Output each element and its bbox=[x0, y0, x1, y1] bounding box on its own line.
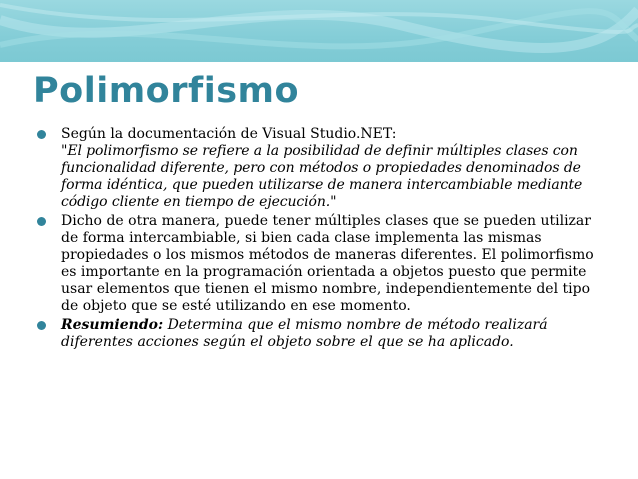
bullet-label: Resumiendo: bbox=[61, 317, 164, 333]
bullet-item bbox=[37, 213, 597, 315]
bullet-icon bbox=[37, 130, 46, 139]
header-banner bbox=[0, 0, 638, 62]
bullet-icon bbox=[37, 321, 46, 330]
slide-title: Polimorfismo bbox=[33, 71, 300, 111]
bullet-item bbox=[37, 317, 597, 351]
bullet-list bbox=[37, 126, 597, 353]
bullet-text: Determina que el mismo nombre de método realizará diferentes acciones según el objeto sobre el que se ha aplicado. bbox=[61, 317, 548, 350]
bullet-intro: Según la documentación de Visual Studio.NET: bbox=[61, 126, 397, 142]
bullet-item bbox=[37, 126, 597, 211]
bullet-text: Dicho de otra manera, puede tener múltiples clases que se pueden utilizar de forma intercambiable, si bien cada clase implementa las mismas propiedades o los mismos métodos de maneras diferentes. El polimorfismo es importante en la programación orientada a objetos puesto que permite usar elementos que tienen el mismo nombre, independientemente del tipo de objeto que se esté utilizando en ese momento. bbox=[61, 213, 594, 314]
bullet-quote: "El polimorfismo se refiere a la posibilidad de definir múltiples clases con funcionalidad diferente, pero con métodos o propiedades denominados de forma idéntica, que pueden utilizarse de manera intercambiable mediante código cliente en tiempo de ejecución." bbox=[61, 143, 583, 210]
bullet-icon bbox=[37, 217, 46, 226]
banner-wave-decoration bbox=[0, 0, 638, 62]
